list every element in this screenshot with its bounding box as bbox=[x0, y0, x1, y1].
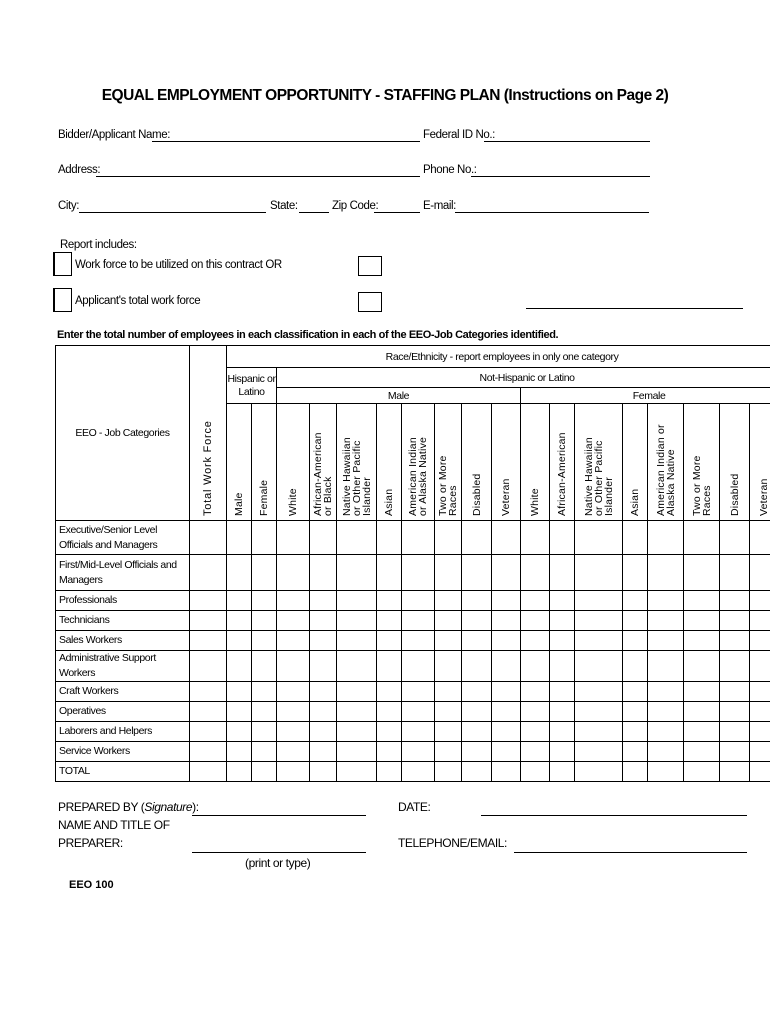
count-cell[interactable] bbox=[750, 521, 770, 555]
male-col-3-header: Asian bbox=[377, 404, 402, 521]
count-cell[interactable] bbox=[575, 702, 623, 722]
male-col-0-header: White bbox=[277, 404, 310, 521]
job-category-label: Service Workers bbox=[56, 742, 190, 762]
bidder-name-label: Bidder/Applicant Name: bbox=[58, 129, 171, 141]
count-cell[interactable] bbox=[402, 651, 435, 682]
count-cell[interactable] bbox=[648, 762, 684, 782]
count-cell[interactable] bbox=[190, 682, 227, 702]
telephone-email-field[interactable] bbox=[514, 852, 747, 853]
count-cell[interactable] bbox=[377, 722, 402, 742]
count-cell[interactable] bbox=[337, 722, 377, 742]
count-cell[interactable] bbox=[377, 762, 402, 782]
count-cell[interactable] bbox=[623, 702, 648, 722]
count-cell[interactable] bbox=[684, 682, 720, 702]
count-cell[interactable] bbox=[550, 762, 575, 782]
count-cell[interactable] bbox=[492, 762, 521, 782]
count-cell[interactable] bbox=[310, 702, 337, 722]
count-cell[interactable] bbox=[492, 742, 521, 762]
count-cell[interactable] bbox=[252, 762, 277, 782]
phone-label: Phone No.: bbox=[423, 164, 477, 176]
count-cell[interactable] bbox=[227, 702, 252, 722]
count-cell[interactable] bbox=[648, 742, 684, 762]
table-row bbox=[56, 762, 770, 782]
count-cell[interactable] bbox=[492, 631, 521, 651]
print-note: (print or type) bbox=[245, 856, 311, 870]
count-cell[interactable] bbox=[720, 682, 750, 702]
table-row bbox=[56, 742, 770, 762]
hispanic-female-header: Female bbox=[252, 404, 277, 521]
job-category-label: Professionals bbox=[56, 591, 190, 611]
count-cell[interactable] bbox=[521, 631, 550, 651]
count-cell[interactable] bbox=[575, 651, 623, 682]
job-category-label: First/Mid-Level Officials and Managers bbox=[56, 555, 190, 591]
count-cell[interactable] bbox=[277, 742, 310, 762]
count-cell[interactable] bbox=[648, 722, 684, 742]
count-cell[interactable] bbox=[402, 555, 435, 591]
count-cell[interactable] bbox=[277, 631, 310, 651]
count-cell[interactable] bbox=[550, 521, 575, 555]
job-categories-header: EEO - Job Categories bbox=[56, 346, 190, 521]
phone-field[interactable] bbox=[471, 176, 650, 177]
count-cell[interactable] bbox=[310, 762, 337, 782]
name-title-label-1: NAME AND TITLE OF bbox=[58, 818, 170, 832]
city-field[interactable] bbox=[79, 212, 266, 213]
count-cell[interactable] bbox=[277, 521, 310, 555]
count-cell[interactable] bbox=[750, 762, 770, 782]
count-cell[interactable] bbox=[227, 611, 252, 631]
count-cell[interactable] bbox=[648, 521, 684, 555]
federal-id-field[interactable] bbox=[484, 141, 650, 142]
count-cell[interactable] bbox=[462, 521, 492, 555]
count-cell[interactable] bbox=[623, 762, 648, 782]
name-title-field[interactable] bbox=[192, 852, 366, 853]
count-cell[interactable] bbox=[750, 742, 770, 762]
table-row bbox=[56, 722, 770, 742]
email-field[interactable] bbox=[455, 212, 649, 213]
count-cell[interactable] bbox=[252, 521, 277, 555]
count-cell[interactable] bbox=[462, 682, 492, 702]
count-cell[interactable] bbox=[402, 762, 435, 782]
count-cell[interactable] bbox=[462, 611, 492, 631]
count-cell[interactable] bbox=[310, 651, 337, 682]
count-cell[interactable] bbox=[550, 702, 575, 722]
count-cell[interactable] bbox=[310, 722, 337, 742]
count-cell[interactable] bbox=[550, 555, 575, 591]
count-cell[interactable] bbox=[550, 631, 575, 651]
table-row bbox=[56, 591, 770, 611]
report-includes-label: Report includes: bbox=[60, 239, 137, 251]
work-force-contract-label: Work force to be utilized on this contract OR bbox=[75, 259, 282, 271]
count-cell[interactable] bbox=[402, 742, 435, 762]
count-cell[interactable] bbox=[252, 555, 277, 591]
count-cell[interactable] bbox=[435, 762, 462, 782]
count-cell[interactable] bbox=[252, 591, 277, 611]
count-cell[interactable] bbox=[521, 722, 550, 742]
count-cell[interactable] bbox=[720, 631, 750, 651]
count-cell[interactable] bbox=[521, 555, 550, 591]
male-col-1-header: African-American or Black bbox=[310, 404, 337, 521]
count-cell[interactable] bbox=[648, 555, 684, 591]
count-cell[interactable] bbox=[435, 651, 462, 682]
female-col-2-header: Native Hawaiian or Other Pacific Islander bbox=[575, 404, 623, 521]
count-cell[interactable] bbox=[575, 611, 623, 631]
count-cell[interactable] bbox=[492, 651, 521, 682]
count-cell[interactable] bbox=[521, 611, 550, 631]
table-row bbox=[56, 651, 770, 682]
report-right-line bbox=[526, 308, 743, 309]
count-cell[interactable] bbox=[684, 521, 720, 555]
count-cell[interactable] bbox=[750, 682, 770, 702]
count-cell[interactable] bbox=[190, 722, 227, 742]
count-cell[interactable] bbox=[492, 555, 521, 591]
count-cell[interactable] bbox=[492, 591, 521, 611]
male-col-4-header: American Indian or Alaska Native bbox=[402, 404, 435, 521]
count-cell[interactable] bbox=[521, 682, 550, 702]
count-cell[interactable] bbox=[492, 702, 521, 722]
job-category-label: Technicians bbox=[56, 611, 190, 631]
male-header: Male bbox=[277, 388, 521, 404]
count-cell[interactable] bbox=[462, 591, 492, 611]
address-label: Address: bbox=[58, 164, 101, 176]
table-row bbox=[56, 555, 770, 591]
count-cell[interactable] bbox=[750, 702, 770, 722]
count-cell[interactable] bbox=[377, 591, 402, 611]
count-cell[interactable] bbox=[277, 591, 310, 611]
count-cell[interactable] bbox=[377, 742, 402, 762]
count-cell[interactable] bbox=[377, 682, 402, 702]
female-header: Female bbox=[521, 388, 770, 404]
count-cell[interactable] bbox=[684, 722, 720, 742]
male-col-6-header: Disabled bbox=[462, 404, 492, 521]
count-cell[interactable] bbox=[337, 611, 377, 631]
count-cell[interactable] bbox=[227, 722, 252, 742]
count-cell[interactable] bbox=[402, 631, 435, 651]
count-cell[interactable] bbox=[435, 521, 462, 555]
count-cell[interactable] bbox=[402, 611, 435, 631]
count-cell[interactable] bbox=[623, 682, 648, 702]
zip-label: Zip Code: bbox=[332, 200, 379, 212]
count-cell[interactable] bbox=[750, 611, 770, 631]
count-cell[interactable] bbox=[377, 702, 402, 722]
count-cell[interactable] bbox=[190, 762, 227, 782]
count-cell[interactable] bbox=[277, 555, 310, 591]
count-cell[interactable] bbox=[684, 555, 720, 591]
count-cell[interactable] bbox=[550, 682, 575, 702]
count-cell[interactable] bbox=[623, 591, 648, 611]
count-cell[interactable] bbox=[550, 591, 575, 611]
table-row bbox=[56, 702, 770, 722]
count-cell[interactable] bbox=[252, 611, 277, 631]
count-cell[interactable] bbox=[492, 521, 521, 555]
count-cell[interactable] bbox=[227, 682, 252, 702]
count-cell[interactable] bbox=[337, 702, 377, 722]
count-cell[interactable] bbox=[337, 591, 377, 611]
count-cell[interactable] bbox=[462, 651, 492, 682]
count-cell[interactable] bbox=[750, 555, 770, 591]
count-cell[interactable] bbox=[190, 651, 227, 682]
count-cell[interactable] bbox=[575, 555, 623, 591]
count-cell[interactable] bbox=[310, 742, 337, 762]
state-field[interactable] bbox=[299, 212, 329, 213]
prepared-by-label: PREPARED BY (Signature): bbox=[58, 800, 199, 814]
female-col-4-header: American Indian or Alaska Native bbox=[648, 404, 684, 521]
count-cell[interactable] bbox=[684, 591, 720, 611]
count-cell[interactable] bbox=[402, 722, 435, 742]
count-cell[interactable] bbox=[310, 611, 337, 631]
count-cell[interactable] bbox=[720, 591, 750, 611]
count-cell[interactable] bbox=[310, 521, 337, 555]
count-cell[interactable] bbox=[252, 722, 277, 742]
count-cell[interactable] bbox=[190, 521, 227, 555]
count-cell[interactable] bbox=[684, 651, 720, 682]
count-cell[interactable] bbox=[252, 742, 277, 762]
work-force-contract-checkbox[interactable] bbox=[53, 252, 72, 276]
count-cell[interactable] bbox=[750, 651, 770, 682]
bidder-name-field[interactable] bbox=[152, 141, 420, 142]
count-cell[interactable] bbox=[521, 651, 550, 682]
count-cell[interactable] bbox=[337, 742, 377, 762]
job-category-label: Craft Workers bbox=[56, 682, 190, 702]
count-cell[interactable] bbox=[550, 611, 575, 631]
total-work-force-header: Total Work Force bbox=[190, 346, 227, 521]
job-category-label: Laborers and Helpers bbox=[56, 722, 190, 742]
count-cell[interactable] bbox=[227, 521, 252, 555]
instruction-text: Enter the total number of employees in each classification in each of the EEO-Job Categories identified. bbox=[57, 329, 559, 341]
date-field[interactable] bbox=[481, 815, 747, 816]
count-cell[interactable] bbox=[377, 631, 402, 651]
female-col-3-header: Asian bbox=[623, 404, 648, 521]
not-hispanic-header: Not-Hispanic or Latino bbox=[277, 368, 770, 388]
job-category-label: Sales Workers bbox=[56, 631, 190, 651]
count-cell[interactable] bbox=[623, 742, 648, 762]
count-cell[interactable] bbox=[521, 762, 550, 782]
count-cell[interactable] bbox=[462, 555, 492, 591]
count-cell[interactable] bbox=[648, 631, 684, 651]
count-cell[interactable] bbox=[227, 742, 252, 762]
telephone-email-label: TELEPHONE/EMAIL: bbox=[398, 836, 507, 850]
count-cell[interactable] bbox=[623, 722, 648, 742]
work-force-contract-box[interactable] bbox=[358, 256, 382, 276]
count-cell[interactable] bbox=[310, 682, 337, 702]
count-cell[interactable] bbox=[575, 742, 623, 762]
count-cell[interactable] bbox=[720, 702, 750, 722]
count-cell[interactable] bbox=[277, 722, 310, 742]
form-number: EEO 100 bbox=[69, 879, 114, 891]
count-cell[interactable] bbox=[720, 742, 750, 762]
count-cell[interactable] bbox=[575, 521, 623, 555]
count-cell[interactable] bbox=[190, 742, 227, 762]
count-cell[interactable] bbox=[684, 611, 720, 631]
count-cell[interactable] bbox=[310, 631, 337, 651]
count-cell[interactable] bbox=[462, 722, 492, 742]
count-cell[interactable] bbox=[575, 591, 623, 611]
date-label: DATE: bbox=[398, 800, 431, 814]
count-cell[interactable] bbox=[575, 631, 623, 651]
count-cell[interactable] bbox=[684, 762, 720, 782]
count-cell[interactable] bbox=[190, 611, 227, 631]
male-col-7-header: Veteran bbox=[492, 404, 521, 521]
job-category-label: Operatives bbox=[56, 702, 190, 722]
race-ethnicity-header: Race/Ethnicity - report employees in only one category bbox=[227, 346, 770, 368]
count-cell[interactable] bbox=[435, 591, 462, 611]
count-cell[interactable] bbox=[252, 631, 277, 651]
female-col-1-header: African-American bbox=[550, 404, 575, 521]
male-col-5-header: Two or More Races bbox=[435, 404, 462, 521]
count-cell[interactable] bbox=[402, 682, 435, 702]
count-cell[interactable] bbox=[337, 631, 377, 651]
count-cell[interactable] bbox=[277, 682, 310, 702]
job-category-label: Administrative Support Workers bbox=[56, 651, 190, 682]
count-cell[interactable] bbox=[521, 521, 550, 555]
count-cell[interactable] bbox=[462, 762, 492, 782]
count-cell[interactable] bbox=[750, 591, 770, 611]
table-row bbox=[56, 611, 770, 631]
count-cell[interactable] bbox=[435, 611, 462, 631]
signature-field[interactable] bbox=[192, 815, 366, 816]
count-cell[interactable] bbox=[462, 631, 492, 651]
count-cell[interactable] bbox=[684, 702, 720, 722]
count-cell[interactable] bbox=[435, 742, 462, 762]
count-cell[interactable] bbox=[550, 651, 575, 682]
count-cell[interactable] bbox=[277, 762, 310, 782]
count-cell[interactable] bbox=[277, 611, 310, 631]
count-cell[interactable] bbox=[402, 521, 435, 555]
job-category-label: Executive/Senior Level Officials and Managers bbox=[56, 521, 190, 555]
count-cell[interactable] bbox=[720, 722, 750, 742]
count-cell[interactable] bbox=[377, 521, 402, 555]
count-cell[interactable] bbox=[648, 682, 684, 702]
eeo-table bbox=[55, 345, 770, 782]
count-cell[interactable] bbox=[720, 555, 750, 591]
address-field[interactable] bbox=[96, 176, 420, 177]
total-work-force-label: Applicant's total work force bbox=[75, 295, 201, 307]
count-cell[interactable] bbox=[750, 722, 770, 742]
total-work-force-box[interactable] bbox=[358, 292, 382, 312]
count-cell[interactable] bbox=[492, 611, 521, 631]
count-cell[interactable] bbox=[521, 591, 550, 611]
count-cell[interactable] bbox=[190, 555, 227, 591]
count-cell[interactable] bbox=[435, 555, 462, 591]
count-cell[interactable] bbox=[521, 702, 550, 722]
count-cell[interactable] bbox=[227, 762, 252, 782]
count-cell[interactable] bbox=[720, 762, 750, 782]
count-cell[interactable] bbox=[435, 631, 462, 651]
job-category-label: TOTAL bbox=[56, 762, 190, 782]
count-cell[interactable] bbox=[402, 591, 435, 611]
state-label: State: bbox=[270, 200, 298, 212]
count-cell[interactable] bbox=[623, 651, 648, 682]
count-cell[interactable] bbox=[623, 555, 648, 591]
count-cell[interactable] bbox=[623, 631, 648, 651]
count-cell[interactable] bbox=[623, 521, 648, 555]
count-cell[interactable] bbox=[337, 521, 377, 555]
total-work-force-checkbox[interactable] bbox=[53, 288, 72, 312]
hispanic-male-header: Male bbox=[227, 404, 252, 521]
hispanic-latino-header: Hispanic or Latino bbox=[227, 368, 277, 404]
count-cell[interactable] bbox=[227, 631, 252, 651]
count-cell[interactable] bbox=[462, 702, 492, 722]
table-row bbox=[56, 521, 770, 555]
count-cell[interactable] bbox=[435, 722, 462, 742]
count-cell[interactable] bbox=[277, 702, 310, 722]
count-cell[interactable] bbox=[252, 651, 277, 682]
count-cell[interactable] bbox=[252, 702, 277, 722]
female-col-6-header: Disabled bbox=[720, 404, 750, 521]
count-cell[interactable] bbox=[684, 631, 720, 651]
count-cell[interactable] bbox=[648, 611, 684, 631]
count-cell[interactable] bbox=[402, 702, 435, 722]
count-cell[interactable] bbox=[190, 631, 227, 651]
email-label: E-mail: bbox=[423, 200, 456, 212]
count-cell[interactable] bbox=[575, 682, 623, 702]
count-cell[interactable] bbox=[337, 682, 377, 702]
count-cell[interactable] bbox=[521, 742, 550, 762]
count-cell[interactable] bbox=[252, 682, 277, 702]
count-cell[interactable] bbox=[648, 702, 684, 722]
female-col-0-header: White bbox=[521, 404, 550, 521]
form-title: EQUAL EMPLOYMENT OPPORTUNITY - STAFFING PLAN (Instructions on Page 2) bbox=[101, 87, 669, 104]
count-cell[interactable] bbox=[435, 702, 462, 722]
table-row bbox=[56, 631, 770, 651]
city-label: City: bbox=[58, 200, 80, 212]
count-cell[interactable] bbox=[750, 631, 770, 651]
zip-field[interactable] bbox=[374, 212, 420, 213]
count-cell[interactable] bbox=[310, 591, 337, 611]
count-cell[interactable] bbox=[623, 611, 648, 631]
count-cell[interactable] bbox=[337, 762, 377, 782]
count-cell[interactable] bbox=[435, 682, 462, 702]
count-cell[interactable] bbox=[550, 722, 575, 742]
female-col-7-header: Veteran bbox=[750, 404, 770, 521]
name-title-label-2: PREPARER: bbox=[58, 836, 123, 850]
count-cell[interactable] bbox=[310, 555, 337, 591]
count-cell[interactable] bbox=[227, 651, 252, 682]
count-cell[interactable] bbox=[377, 651, 402, 682]
count-cell[interactable] bbox=[648, 651, 684, 682]
count-cell[interactable] bbox=[550, 742, 575, 762]
count-cell[interactable] bbox=[648, 591, 684, 611]
count-cell[interactable] bbox=[575, 722, 623, 742]
count-cell[interactable] bbox=[720, 651, 750, 682]
count-cell[interactable] bbox=[377, 555, 402, 591]
count-cell[interactable] bbox=[720, 611, 750, 631]
count-cell[interactable] bbox=[190, 702, 227, 722]
count-cell[interactable] bbox=[190, 591, 227, 611]
count-cell[interactable] bbox=[337, 555, 377, 591]
count-cell[interactable] bbox=[227, 591, 252, 611]
count-cell[interactable] bbox=[337, 651, 377, 682]
male-col-2-header: Native Hawaiian or Other Pacific Islander bbox=[337, 404, 377, 521]
female-col-5-header: Two or More Races bbox=[684, 404, 720, 521]
federal-id-label: Federal ID No.: bbox=[423, 129, 495, 141]
count-cell[interactable] bbox=[462, 742, 492, 762]
count-cell[interactable] bbox=[227, 555, 252, 591]
count-cell[interactable] bbox=[492, 682, 521, 702]
count-cell[interactable] bbox=[492, 722, 521, 742]
count-cell[interactable] bbox=[684, 742, 720, 762]
count-cell[interactable] bbox=[575, 762, 623, 782]
table-row bbox=[56, 682, 770, 702]
count-cell[interactable] bbox=[277, 651, 310, 682]
count-cell[interactable] bbox=[720, 521, 750, 555]
count-cell[interactable] bbox=[377, 611, 402, 631]
